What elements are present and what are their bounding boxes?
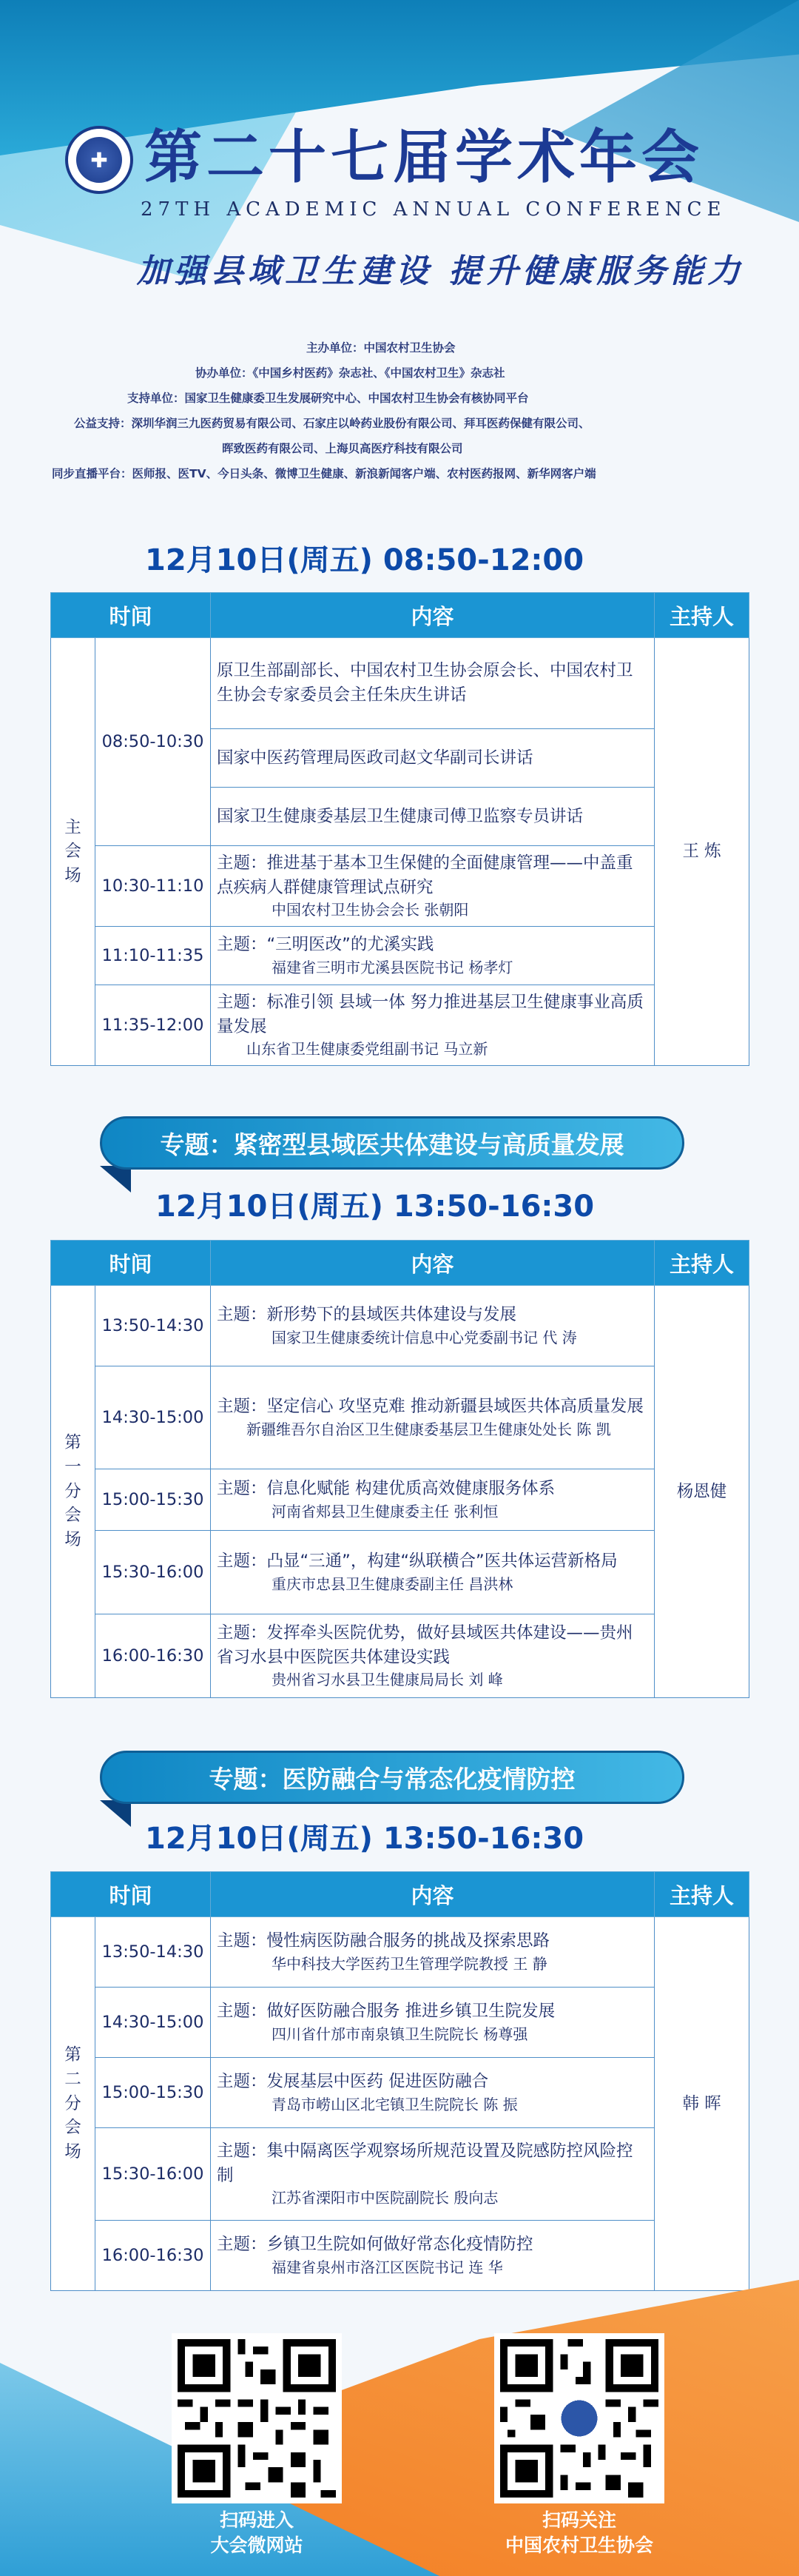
association-emblem-icon: ✚: [65, 126, 133, 194]
table-header: [51, 1872, 749, 1917]
speaker-text: 四川省什邡市南泉镇卫生院院长 杨尊强: [272, 2025, 528, 2043]
schedule-table: [50, 1240, 749, 1698]
agenda-item: [211, 2128, 655, 2221]
topic-text: 主题：凸显“三通”，构建“纵联横合”医共体运营新格局: [217, 1552, 618, 1572]
agenda-item: 国家卫生健康委基层卫生健康司傅卫监察专员讲话: [211, 788, 655, 846]
table-row: [51, 927, 749, 985]
speaker-text: 河南省郏县卫生健康委主任 张利恒: [272, 1502, 499, 1520]
table-row: [51, 846, 749, 927]
time-cell: 14:30-15:00: [95, 1366, 211, 1469]
speaker-text: 新疆维吾尔自治区卫生健康委基层卫生健康处处长 陈 凯: [246, 1420, 611, 1438]
agenda-item: [211, 2058, 655, 2128]
agenda-item: [211, 1469, 655, 1531]
agenda-item: [211, 1286, 655, 1366]
session-date: 12月10日(周五) 13:50-16:30: [155, 1190, 595, 1224]
table-row: [51, 1614, 749, 1698]
host-name: 韩 晖: [655, 1917, 749, 2291]
topic-text: 主题：新形势下的县域医共体建设与发展: [217, 1305, 517, 1325]
table-row: [51, 2058, 749, 2128]
speaker-text: 山东省卫生健康委党组副书记 马立新: [246, 1040, 488, 1059]
table-row: [51, 1531, 749, 1614]
venue-label: 第 一 分 会 场: [51, 1286, 95, 1698]
table-row: [51, 638, 749, 729]
welfare-support-cont: 晖致医药有限公司、上海贝高医疗科技有限公司: [222, 442, 463, 455]
table-row: [51, 2221, 749, 2291]
banner-tab: [100, 1800, 131, 1827]
topic-text: 主题：坚定信心 攻坚克难 推动新疆县域医共体高质量发展: [217, 1397, 644, 1417]
topic-text: 主题：发展基层中医药 促进医防融合: [217, 2072, 489, 2092]
table-header: [51, 1241, 749, 1286]
time-header: 时间: [51, 1241, 211, 1286]
content-header: 内容: [211, 593, 655, 638]
table-row: [51, 1286, 749, 1366]
table-row: [51, 1988, 749, 2058]
support-units: 支持单位：国家卫生健康委卫生发展研究中心、中国农村卫生协会有核协同平台: [127, 392, 529, 405]
time-cell: 14:30-15:00: [95, 1988, 211, 2058]
session-date: 12月10日(周五) 08:50-12:00: [145, 543, 584, 577]
agenda-item: 原卫生部副部长、中国农村卫生协会原会长、中国农村卫生协会专家委员会主任朱庆生讲话: [211, 638, 655, 729]
qr-code-icon[interactable]: [494, 2333, 664, 2503]
speaker-text: 青岛市崂山区北宅镇卫生院院长 陈 振: [272, 2095, 518, 2113]
time-cell: 15:30-16:00: [95, 2128, 211, 2221]
host-header: 主持人: [655, 1872, 749, 1917]
topic-text: 主题：推进基于基本卫生保健的全面健康管理——中盖重点疾病人群健康管理试点研究: [217, 853, 633, 897]
content-header: 内容: [211, 1241, 655, 1286]
time-cell: 13:50-14:30: [95, 1917, 211, 1988]
speaker-text: 福建省三明市尤溪县医院书记 杨孝灯: [272, 958, 513, 976]
live-platforms: 同步直播平台：医师报、医TV、今日头条、微博卫生健康、新浪新闻客户端、农村医药报网、新华网客户端: [52, 467, 596, 480]
table-row: [51, 2128, 749, 2221]
speaker-text: 江苏省溧阳市中医院副院长 殷向志: [272, 2189, 499, 2207]
speaker-text: 华中科技大学医药卫生管理学院教授 王 静: [272, 1954, 547, 1973]
table-row: [51, 1366, 749, 1469]
speaker-text: 中国农村卫生协会会长 张朝阳: [272, 901, 469, 919]
table-header: [51, 593, 749, 638]
agenda-item: [211, 1614, 655, 1698]
table-row: [51, 1917, 749, 1988]
host-organizer: 主办单位：中国农村卫生协会: [306, 341, 456, 355]
topic-text: 主题：集中隔离医学观察场所规范设置及院感防控风险控制: [217, 2141, 633, 2185]
host-name: 杨恩健: [655, 1286, 749, 1698]
time-cell: 10:30-11:10: [95, 846, 211, 927]
schedule-table: [50, 1871, 749, 2291]
topic-text: 主题：发挥牵头医院优势，做好县域医共体建设——贵州省习水县中医院医共体建设实践: [217, 1623, 633, 1667]
table-row: [51, 985, 749, 1066]
agenda-item: [211, 985, 655, 1066]
qr-left-label: 扫码进入 大会微网站: [210, 2509, 303, 2556]
conference-title: 第二十七届学术年会: [144, 124, 704, 191]
qr-code-icon[interactable]: [172, 2333, 342, 2503]
speaker-text: 贵州省习水县卫生健康局局长 刘 峰: [272, 1671, 503, 1689]
co-organizers: 协办单位：《中国乡村医药》杂志社、《中国农村卫生》杂志社: [195, 366, 505, 380]
content-header: 内容: [211, 1872, 655, 1917]
topic-text: 主题：标准引领 县域一体 努力推进基层卫生健康事业高质量发展: [217, 992, 644, 1036]
speaker-text: 国家卫生健康委统计信息中心党委副书记 代 涛: [272, 1328, 577, 1346]
topic-text: 主题：“三明医改”的尤溪实践: [217, 935, 434, 955]
agenda-item: [211, 2221, 655, 2291]
host-header: 主持人: [655, 1241, 749, 1286]
time-cell: 11:35-12:00: [95, 985, 211, 1066]
time-cell: 11:10-11:35: [95, 927, 211, 985]
venue-label: 主 会 场: [51, 638, 95, 1066]
agenda-item: [211, 846, 655, 927]
topic-text: 主题：乡镇卫生院如何做好常态化疫情防控: [217, 2235, 533, 2255]
time-header: 时间: [51, 593, 211, 638]
host-header: 主持人: [655, 593, 749, 638]
agenda-item: [211, 1366, 655, 1469]
schedule-table: [50, 592, 749, 1066]
time-header: 时间: [51, 1872, 211, 1917]
agenda-item: 国家中医药管理局医政司赵文华副司长讲话: [211, 729, 655, 788]
topic-text: 主题：慢性病医防融合服务的挑战及探索思路: [217, 1931, 550, 1951]
time-cell: 16:00-16:30: [95, 1614, 211, 1698]
time-cell: 15:00-15:30: [95, 1469, 211, 1531]
speaker-text: 重庆市忠县卫生健康委副主任 昌洪林: [272, 1574, 513, 1593]
agenda-item: [211, 927, 655, 985]
table-row: [51, 1469, 749, 1531]
slogan: 加强县域卫生建设 提升健康服务能力: [137, 252, 745, 290]
agenda-item: [211, 1988, 655, 2058]
topic-text: 主题：信息化赋能 构建优质高效健康服务体系: [217, 1479, 556, 1499]
topic-banner: 专题：紧密型县域医共体建设与高质量发展: [100, 1116, 684, 1170]
time-cell: 15:00-15:30: [95, 2058, 211, 2128]
time-cell: 13:50-14:30: [95, 1286, 211, 1366]
qr-right-label: 扫码关注 中国农村卫生协会: [505, 2509, 653, 2556]
topic-text: 主题：做好医防融合服务 推进乡镇卫生院发展: [217, 2002, 556, 2022]
session-date: 12月10日(周五) 13:50-16:30: [145, 1822, 584, 1856]
topic-banner: 专题：医防融合与常态化疫情防控: [100, 1751, 684, 1804]
speaker-text: 福建省泉州市洛江区医院书记 连 华: [272, 2258, 503, 2276]
host-name: 王 炼: [655, 638, 749, 1066]
agenda-item: [211, 1917, 655, 1988]
welfare-support: 公益支持：深圳华润三九医药贸易有限公司、石家庄以岭药业股份有限公司、拜耳医药保健有限公司、: [74, 417, 590, 430]
banner-tab: [100, 1166, 131, 1193]
time-cell: 08:50-10:30: [95, 638, 211, 846]
agenda-item: [211, 1531, 655, 1614]
conference-subtitle: 27TH ACADEMIC ANNUAL CONFERENCE: [141, 198, 726, 221]
venue-label: 第 二 分 会 场: [51, 1917, 95, 2291]
time-cell: 16:00-16:30: [95, 2221, 211, 2291]
time-cell: 15:30-16:00: [95, 1531, 211, 1614]
